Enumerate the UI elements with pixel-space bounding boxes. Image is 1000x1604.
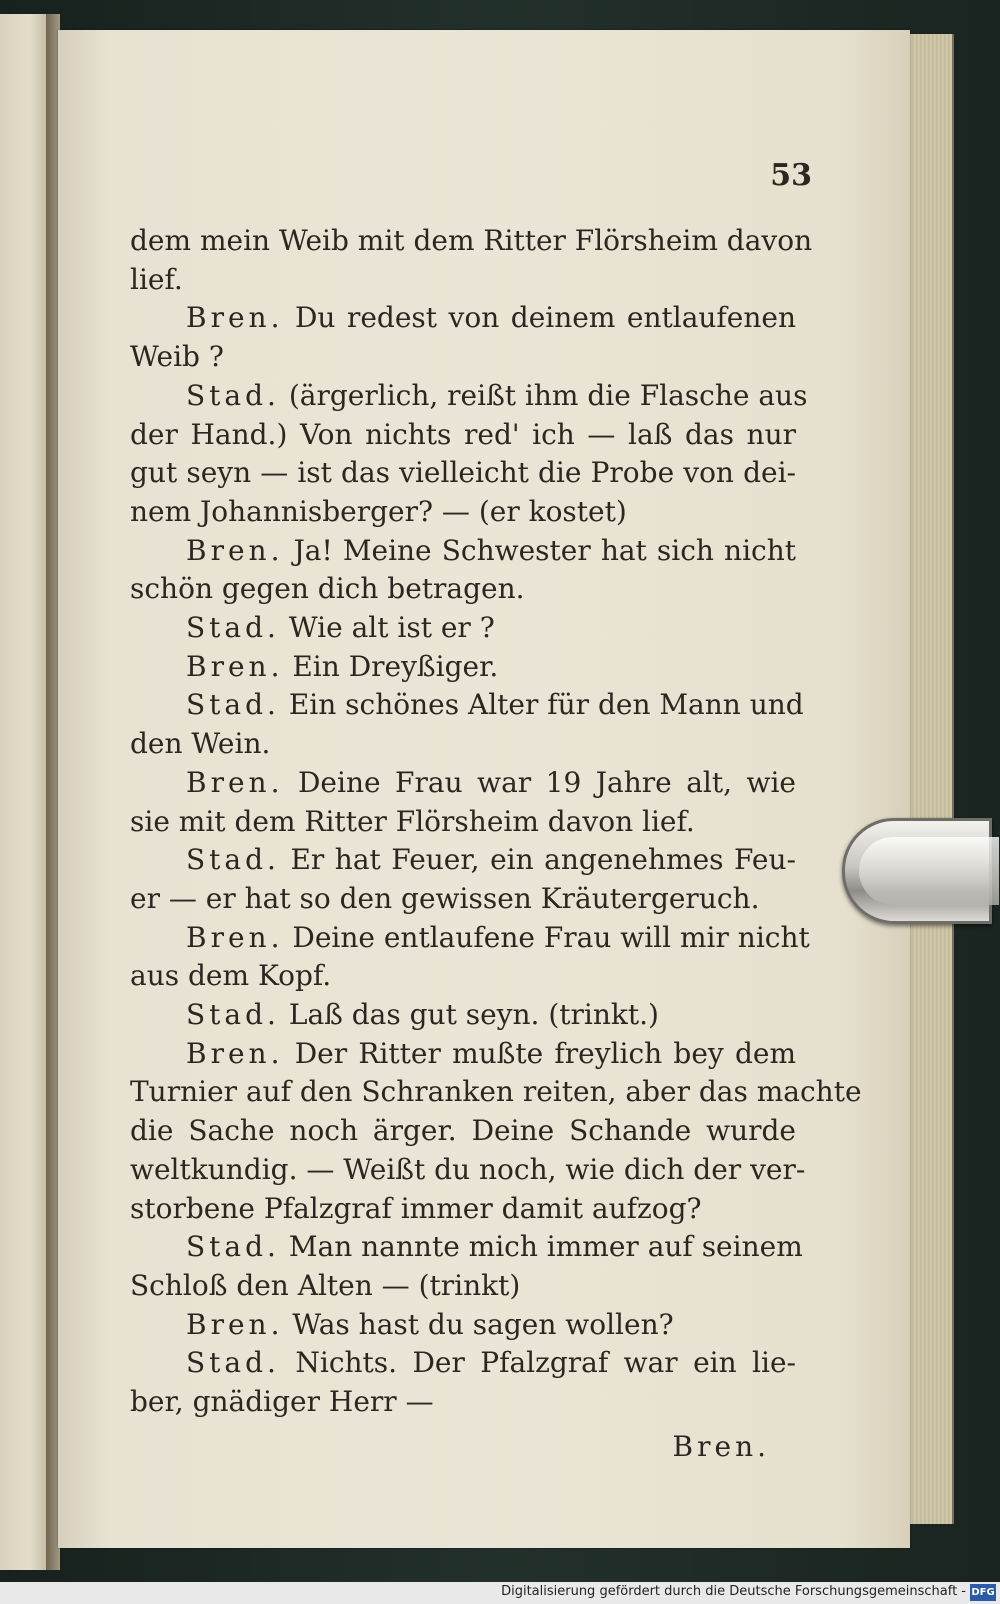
text-line	[130, 1151, 806, 1190]
dfg-logo: DFG	[970, 1584, 996, 1601]
line-text: Ein schönes Alter für den Mann und	[279, 688, 804, 722]
text-line	[130, 919, 810, 958]
text-line	[130, 299, 796, 338]
page-stack-edges	[906, 34, 954, 1524]
text-line	[130, 957, 796, 996]
speaker-name: Bren.	[186, 765, 284, 799]
text-line	[130, 570, 796, 609]
line-text: Weib ?	[130, 340, 224, 374]
text-line	[130, 338, 796, 377]
line-text: Ja! Meine Schwester hat sich nicht	[283, 533, 796, 567]
speaker-name: Bren.	[186, 1307, 284, 1341]
line-text: dem mein Weib mit dem Ritter Flörsheim davon	[130, 224, 813, 257]
line-text: ber, gnädiger Herr —	[130, 1385, 434, 1419]
body-text	[130, 222, 862, 1422]
speaker-name: Stad.	[186, 688, 280, 722]
line-text: Der Ritter mußte freylich bey dem	[283, 1036, 796, 1070]
speaker-name: Stad.	[186, 843, 280, 877]
glass-page-weight	[842, 818, 992, 924]
text-line	[130, 880, 796, 919]
previous-page-edge	[0, 14, 52, 1570]
line-text: Nichts. Der Pfalzgraf war ein lie-	[279, 1346, 796, 1380]
line-text: er — er hat so den gewissen Kräutergeruch.	[130, 881, 760, 915]
text-line	[130, 764, 796, 803]
speaker-name: Stad.	[186, 998, 280, 1032]
text-line	[130, 686, 804, 725]
line-text: storbene Pfalzgraf immer damit aufzog?	[130, 1191, 702, 1225]
line-text: nem Johannisberger? — (er kostet)	[130, 494, 627, 528]
line-text: der Hand.) Von nichts red' ich — laß das nur	[130, 417, 796, 451]
text-line	[130, 648, 796, 687]
speaker-name: Bren.	[186, 533, 284, 567]
text-line	[130, 1344, 796, 1383]
speaker-name: Bren.	[186, 1036, 284, 1070]
text-line	[130, 1073, 862, 1112]
line-text: Deine entlaufene Frau will mir nicht	[283, 920, 810, 954]
line-text: Schloß den Alten — (trinkt)	[130, 1268, 521, 1302]
text-line	[130, 454, 796, 493]
speaker-name: Stad.	[186, 1346, 280, 1380]
text-line	[130, 1035, 796, 1074]
text-line	[130, 725, 796, 764]
line-text: aus dem Kopf.	[130, 959, 332, 993]
page-number: 53	[770, 158, 812, 193]
line-text: weltkundig. — Weißt du noch, wie dich der ver-	[130, 1152, 806, 1186]
footer-bar	[0, 1582, 1000, 1604]
line-text: Ein Dreyßiger.	[283, 649, 499, 683]
text-line	[130, 1267, 796, 1306]
line-text: Er hat Feuer, ein angenehmes Feu-	[279, 843, 796, 877]
text-line	[130, 609, 796, 648]
line-text: Deine Frau war 19 Jahre alt, wie	[283, 765, 796, 799]
line-text: Man nannte mich immer auf seinem	[279, 1230, 803, 1264]
speaker-name: Bren.	[186, 920, 284, 954]
catchword: Bren.	[672, 1430, 770, 1463]
glass-highlight	[859, 837, 999, 905]
text-line	[130, 377, 808, 416]
line-text: die Sache noch ärger. Deine Schande wurde	[130, 1114, 796, 1148]
text-line	[130, 261, 796, 300]
line-text: schön gegen dich betragen.	[130, 572, 525, 606]
text-line	[130, 1228, 803, 1267]
line-text: (ärgerlich, reißt ihm die Flasche aus	[279, 378, 808, 412]
text-line	[130, 222, 813, 261]
text-line	[130, 493, 796, 532]
speaker-name: Stad.	[186, 378, 280, 412]
text-line	[130, 532, 796, 571]
text-line	[130, 996, 796, 1035]
line-text: sie mit dem Ritter Flörsheim davon lief.	[130, 804, 695, 838]
footer-credit: Digitalisierung gefördert durch die Deutsche Forschungsgemeinschaft -	[501, 1584, 966, 1599]
text-line	[130, 1112, 796, 1151]
line-text: Laß das gut seyn. (trinkt.)	[279, 998, 659, 1032]
line-text: Turnier auf den Schranken reiten, aber das machte	[130, 1075, 862, 1109]
speaker-name: Stad.	[186, 1230, 280, 1264]
text-line	[130, 803, 796, 842]
text-line	[130, 416, 796, 455]
line-text: Was hast du sagen wollen?	[283, 1307, 674, 1341]
speaker-name: Stad.	[186, 611, 280, 645]
text-line	[130, 1383, 796, 1422]
line-text: Wie alt ist er ?	[279, 611, 495, 645]
line-text: den Wein.	[130, 727, 271, 761]
text-line	[130, 1306, 796, 1345]
speaker-name: Bren.	[186, 649, 284, 683]
line-text: lief.	[130, 262, 183, 296]
line-text: Du redest von deinem entlaufenen	[283, 301, 796, 335]
speaker-name: Bren.	[186, 301, 284, 335]
line-text: gut seyn — ist das vielleicht die Probe von dei-	[130, 456, 796, 490]
text-line	[130, 841, 796, 880]
text-line	[130, 1190, 796, 1229]
